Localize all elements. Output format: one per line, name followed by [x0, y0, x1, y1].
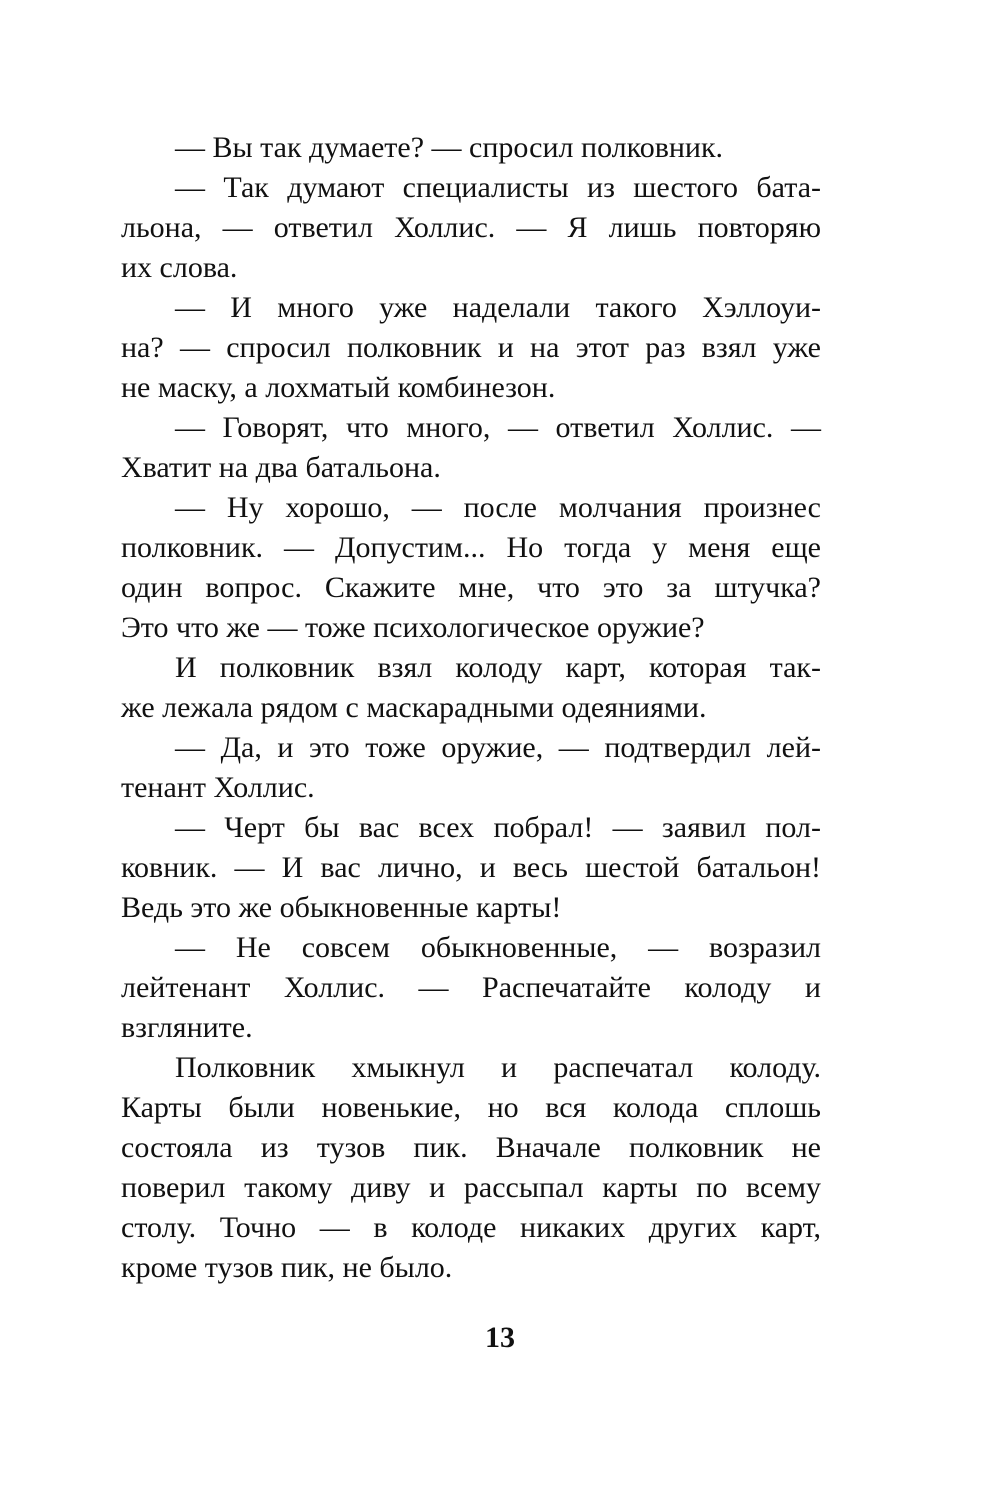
text-line: кроме тузов пик, не было.	[121, 1251, 453, 1284]
text-line: Полковник хмыкнул и распечатал колоду.	[175, 1051, 821, 1084]
text-line: И полковник взял колоду карт, которая так-	[175, 651, 821, 684]
text-line: не маску, а лохматый комбинезон.	[121, 371, 556, 404]
text-line: поверил такому диву и рассыпал карты по всему	[121, 1171, 821, 1204]
text-line: состояла из тузов пик. Вначале полковник не	[121, 1131, 821, 1164]
text-line: ковник. — И вас лично, и весь шестой батальон!	[121, 851, 821, 884]
text-line: — Черт бы вас всех побрал! — заявил пол-	[175, 811, 821, 844]
page-number: 13	[485, 1321, 515, 1354]
text-line: льона, — ответил Холлис. — Я лишь повторяю	[121, 211, 821, 244]
text-line: — Вы так думаете? — спросил полковник.	[175, 131, 724, 164]
text-line: на? — спросил полковник и на этот раз взял уже	[121, 331, 821, 364]
text-line: — И много уже наделали такого Хэллоуи-	[175, 291, 821, 324]
text-line: Карты были новенькие, но вся колода сплошь	[121, 1091, 821, 1124]
text-line: столу. Точно — в колоде никаких других карт,	[121, 1211, 821, 1244]
text-line: — Так думают специалисты из шестого бата-	[175, 171, 821, 204]
text-line: Ведь это же обыкновенные карты!	[121, 891, 562, 924]
text-line: взгляните.	[121, 1011, 253, 1044]
text-line: — Да, и это тоже оружие, — подтвердил лей-	[175, 731, 821, 764]
text-line: тенант Холлис.	[121, 771, 315, 804]
text-line: Хватит на два батальона.	[121, 451, 441, 484]
text-line: один вопрос. Скажите мне, что это за штучка?	[121, 571, 821, 604]
text-line: — Говорят, что много, — ответил Холлис. —	[175, 411, 821, 444]
text-line: Это что же — тоже психологическое оружие?	[121, 611, 705, 644]
text-line: — Не совсем обыкновенные, — возразил	[175, 931, 821, 964]
text-line: же лежала рядом с маскарадными одеяниями.	[121, 691, 707, 724]
book-page-body	[121, 128, 821, 1288]
text-line: — Ну хорошо, — после молчания произнес	[175, 491, 821, 524]
text-line: их слова.	[121, 251, 238, 284]
text-line: полковник. — Допустим... Но тогда у меня еще	[121, 531, 821, 564]
text-line: лейтенант Холлис. — Распечатайте колоду и	[121, 971, 821, 1004]
